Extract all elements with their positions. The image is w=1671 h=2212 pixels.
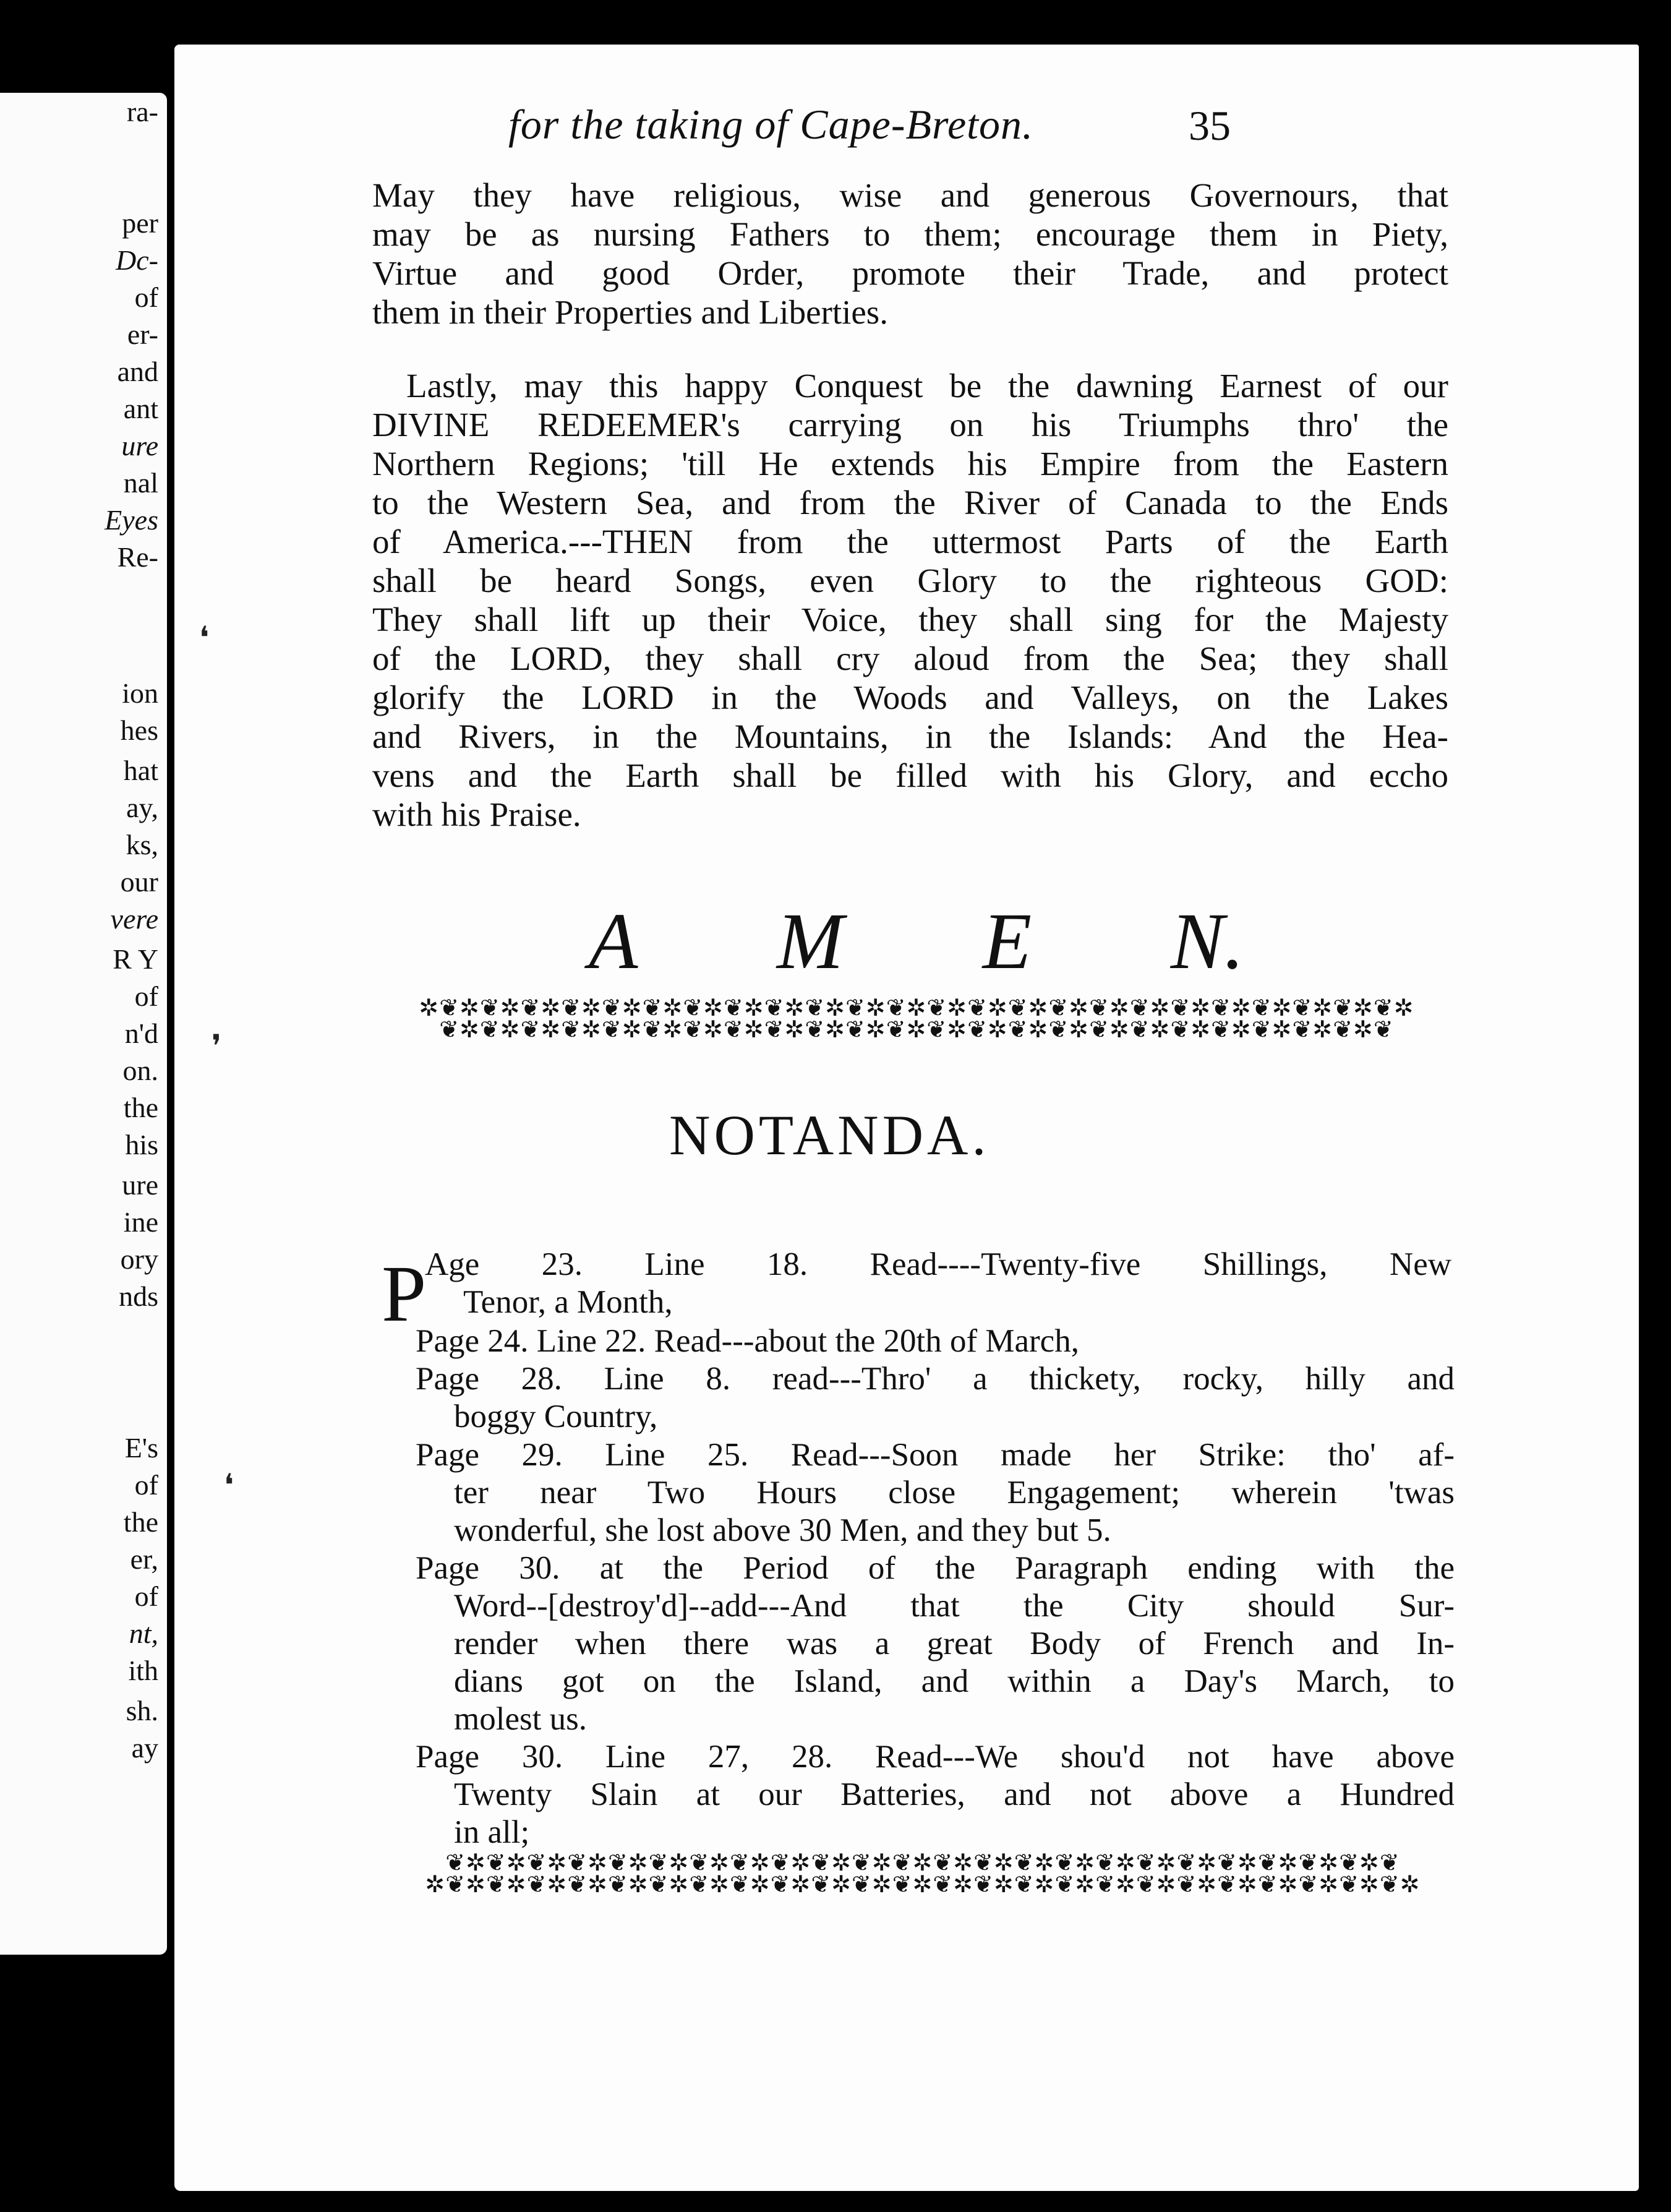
left-page-fragment: nds: [119, 1280, 158, 1312]
ornament-rule-top: [378, 997, 1455, 1040]
left-page-fragment: ure: [121, 430, 158, 461]
paragraph-governours: [372, 176, 1448, 332]
left-page-fragment: er,: [130, 1543, 158, 1575]
text-line: with his Praise.: [372, 795, 581, 833]
left-page-fragment: ory: [120, 1243, 158, 1275]
ornament-row: ✲❦✲❦✲❦✲❦✲❦✲❦✲❦✲❦✲❦✲❦✲❦✲❦✲❦✲❦✲❦✲❦✲❦✲❦✲❦✲❦✲❦✲❦✲❦✲❦✲: [419, 997, 1414, 1021]
amen-letter: A: [589, 897, 638, 986]
notanda-entry: [416, 1360, 1455, 1436]
entry-line: Tenor, a Month,: [463, 1284, 673, 1320]
amen-letter: E: [982, 897, 1032, 986]
text-line: them in their Properties and Liberties.: [372, 293, 888, 331]
text-line: They shall lift up their Voice, they shall sing for the Majesty: [372, 601, 1448, 638]
left-page-fragment: ks,: [126, 829, 158, 860]
left-page-fragment: ion: [122, 677, 158, 709]
entry-line: molest us.: [454, 1701, 587, 1737]
left-page-fragment: hes: [120, 714, 158, 746]
text-line: vens and the Earth shall be filled with his Glory, and eccho: [372, 757, 1448, 794]
ornament-rule-bottom: [385, 1852, 1461, 1895]
text-line: Virtue and good Order, promote their Trade, and protect: [372, 254, 1448, 292]
notanda-entry: [416, 1322, 1455, 1360]
entry-line: wonderful, she lost above 30 Men, and they but 5.: [454, 1512, 1111, 1548]
margin-mark: ❜: [212, 1029, 222, 1063]
entry-line: ter near Two Hours close Engagement; wherein 'twas: [454, 1475, 1455, 1511]
drop-cap: P: [382, 1250, 427, 1339]
text-line: may be as nursing Fathers to them; encourage them in Piety,: [372, 215, 1448, 253]
left-page-fragment: the: [123, 1092, 158, 1123]
text-line: shall be heard Songs, even Glory to the righteous GOD:: [372, 562, 1448, 599]
left-page-fragment: of: [134, 1469, 158, 1501]
entry-line: in all;: [454, 1814, 530, 1850]
left-page-fragment: our: [120, 866, 158, 898]
entry-line: boggy Country,: [454, 1399, 658, 1434]
text-line: and Rivers, in the Mountains, in the Islands: And the Hea-: [372, 718, 1448, 755]
entry-line: Twenty Slain at our Batteries, and not above a Hundred: [454, 1777, 1455, 1812]
left-page-fragment: n'd: [124, 1018, 158, 1049]
entry-line: render when there was a great Body of French and In-: [454, 1626, 1455, 1661]
entry-line: Page 30. Line 27, 28. Read---We shou'd not have above: [416, 1739, 1455, 1775]
entry-line: Page 28. Line 8. read---Thro' a thickety, rocky, hilly and: [416, 1361, 1455, 1397]
ornament-row: ❦✲❦✲❦✲❦✲❦✲❦✲❦✲❦✲❦✲❦✲❦✲❦✲❦✲❦✲❦✲❦✲❦✲❦✲❦✲❦✲❦✲❦✲❦✲❦: [445, 1852, 1400, 1876]
left-page-fragment: ure: [122, 1169, 158, 1201]
left-page-fragment: R Y: [113, 943, 158, 975]
notanda-entry: [416, 1436, 1455, 1550]
left-page-fragment: hat: [123, 755, 158, 786]
left-page-fragment: of: [134, 980, 158, 1012]
amen-heading: [589, 895, 1244, 988]
margin-mark: ❛: [199, 620, 210, 655]
left-page-fragment: his: [125, 1129, 158, 1160]
margin-mark: ❛: [224, 1468, 234, 1503]
left-page-fragment: ant: [123, 393, 158, 424]
text-line: glorify the LORD in the Woods and Valleys, on the Lakes: [372, 679, 1448, 716]
paragraph-conquest: [372, 366, 1448, 834]
left-page-fragment: nal: [123, 467, 158, 499]
left-page-fragment: sh.: [126, 1695, 158, 1726]
left-page-fragment: ay,: [126, 792, 158, 823]
left-page-fragment: Eyes: [105, 504, 158, 536]
left-page-fragment: and: [117, 356, 158, 387]
text-line: of the LORD, they shall cry aloud from the Sea; they shall: [372, 640, 1448, 677]
text-line: to the Western Sea, and from the River of Canada to the Ends: [372, 484, 1448, 521]
left-page-fragment: ine: [123, 1206, 158, 1238]
main-page: [174, 45, 1639, 2191]
left-page-fragment: er-: [127, 319, 158, 350]
left-page-fragment: on.: [122, 1055, 158, 1086]
page-number: 35: [1189, 102, 1231, 149]
text-line: DIVINE REDEEMER's carrying on his Triumphs thro' the: [372, 406, 1448, 444]
left-page-fragment: vere: [110, 903, 158, 935]
text-line: Northern Regions; 'till He extends his Empire from the Eastern: [372, 445, 1448, 482]
text-line: Lastly, may this happy Conquest be the dawning Earnest of our: [406, 367, 1448, 405]
ornament-row: ✲❦✲❦✲❦✲❦✲❦✲❦✲❦✲❦✲❦✲❦✲❦✲❦✲❦✲❦✲❦✲❦✲❦✲❦✲❦✲❦✲❦✲❦✲❦✲❦✲: [425, 1871, 1421, 1895]
left-page-fragment: of: [134, 281, 158, 313]
left-facing-page: [0, 93, 167, 1955]
entry-line: Page 30. at the Period of the Paragraph ending with the: [416, 1550, 1455, 1586]
entry-line: Age 23. Line 18. Read----Twenty-five Shillings, New: [425, 1246, 1451, 1282]
notanda-title: NOTANDA.: [669, 1104, 990, 1167]
amen-letter: M: [776, 897, 844, 986]
left-page-fragment: Re-: [117, 541, 158, 573]
amen-letter: N.: [1170, 897, 1244, 986]
left-page-fragment: the: [123, 1506, 158, 1538]
notanda-entry: [416, 1550, 1455, 1738]
left-page-fragment: nt,: [129, 1618, 158, 1649]
left-page-fragment: ay: [131, 1732, 158, 1764]
text-line: of America.---THEN from the uttermost Parts of the Earth: [372, 523, 1448, 560]
notanda-entry: [416, 1738, 1455, 1851]
entry-line: dians got on the Island, and within a Day's March, to: [454, 1663, 1455, 1699]
notanda-entry: [425, 1246, 1451, 1321]
entry-line: Page 24. Line 22. Read---about the 20th of March,: [416, 1323, 1079, 1359]
left-page-fragment: E's: [124, 1432, 158, 1464]
text-line: May they have religious, wise and generous Governours, that: [372, 176, 1448, 214]
left-page-fragment: Dc-: [116, 244, 158, 276]
left-page-fragment: of: [134, 1580, 158, 1612]
ornament-row: ❦✲❦✲❦✲❦✲❦✲❦✲❦✲❦✲❦✲❦✲❦✲❦✲❦✲❦✲❦✲❦✲❦✲❦✲❦✲❦✲❦✲❦✲❦✲❦: [439, 1016, 1394, 1040]
left-page-fragment: ra-: [126, 96, 158, 127]
running-head: for the taking of Cape-Breton.: [508, 101, 1034, 148]
left-page-fragment: ith: [128, 1655, 158, 1686]
entry-line: Page 29. Line 25. Read---Soon made her Strike: tho' af-: [416, 1437, 1455, 1473]
entry-line: Word--[destroy'd]--add---And that the City should Sur-: [454, 1588, 1455, 1624]
left-page-fragment: per: [122, 207, 158, 239]
